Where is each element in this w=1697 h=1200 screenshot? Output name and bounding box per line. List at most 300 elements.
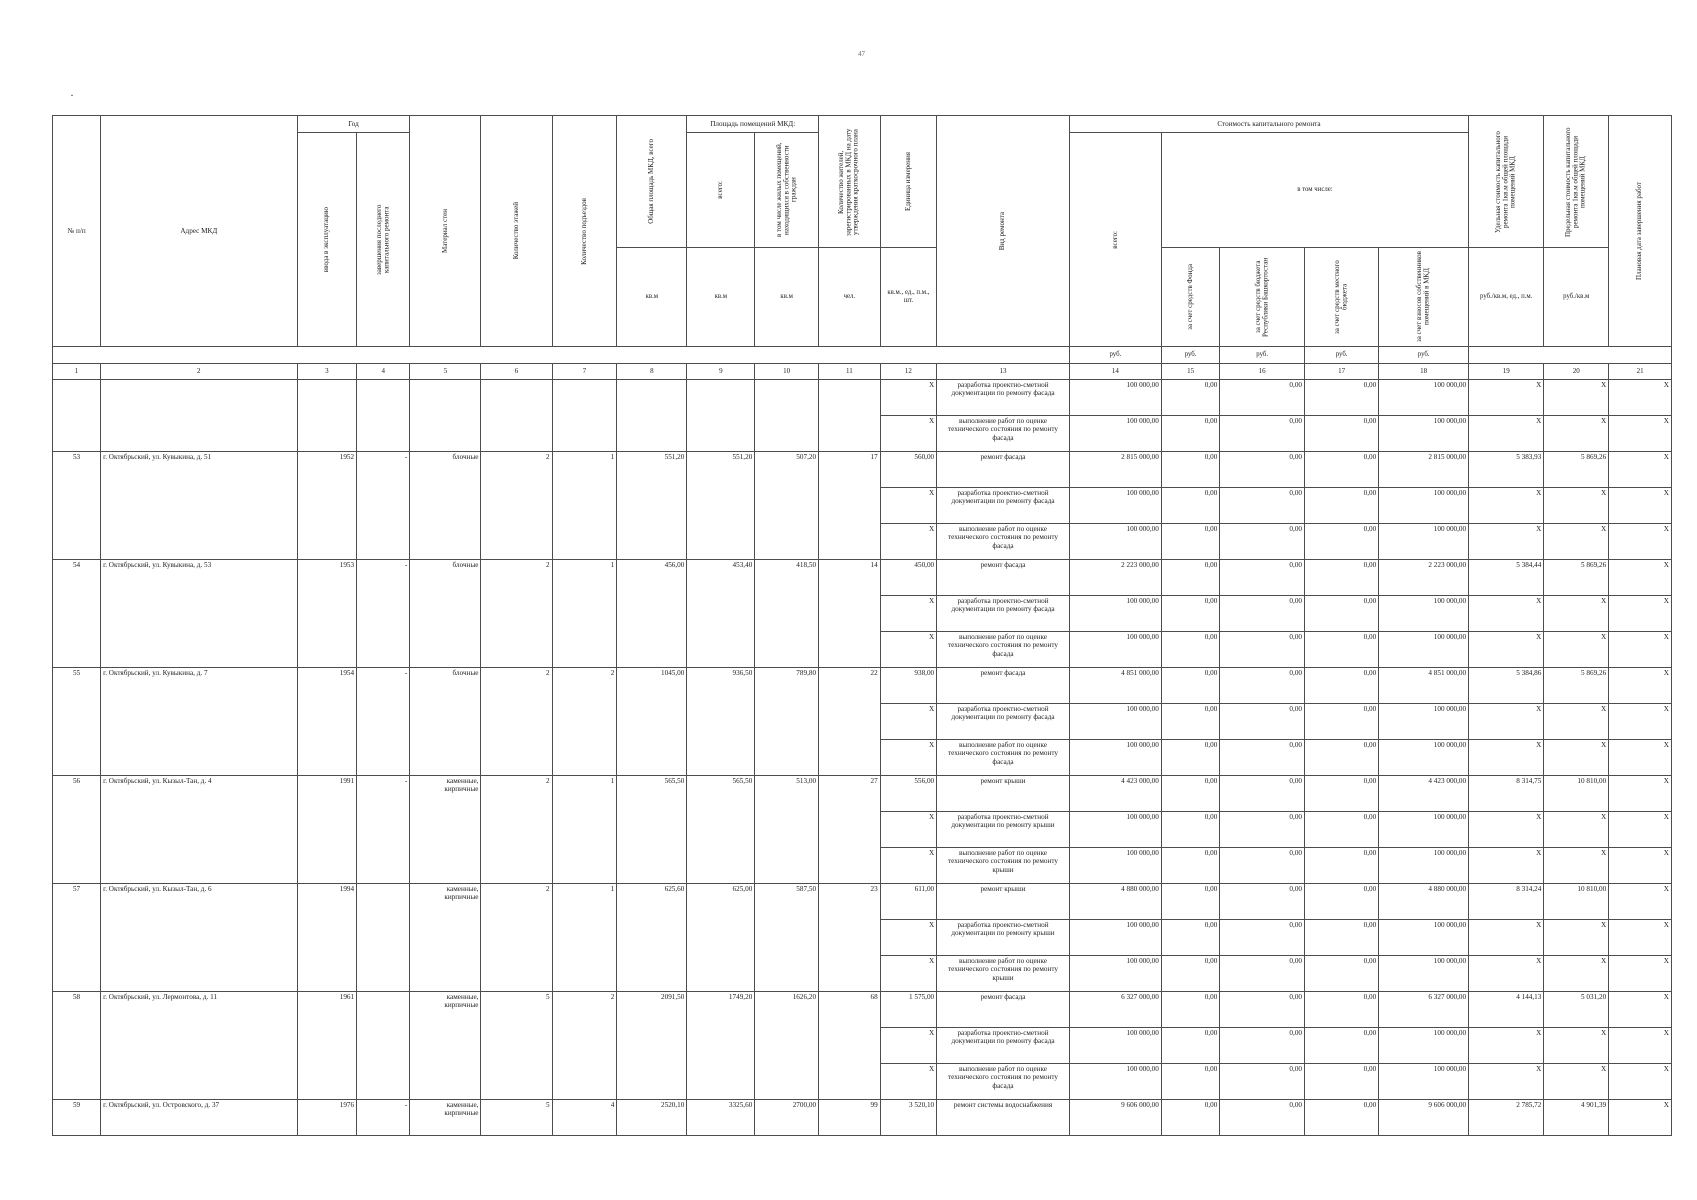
header-total-area: Общая площадь МКД, всего (617, 116, 687, 248)
cell-no (53, 488, 101, 524)
cell-date: X (1609, 488, 1672, 524)
unit-area: кв.м (687, 248, 755, 347)
cell-area-c (755, 812, 819, 848)
header-year-commissioning: ввода в эксплуатацию (297, 133, 357, 347)
cell-year (297, 524, 357, 560)
cell-material (410, 488, 481, 524)
cell-total: 2091,50 (617, 992, 687, 1028)
cell-date: X (1609, 380, 1672, 416)
cell-repair (357, 416, 410, 452)
cell-no: 56 (53, 776, 101, 812)
cell-cost: 100 000,00 (1069, 416, 1161, 452)
cell-total (617, 812, 687, 848)
cell-cost: 100 000,00 (1069, 848, 1161, 884)
cell-fund: 0,00 (1161, 524, 1220, 560)
cell-total (617, 380, 687, 416)
cell-rep: 0,00 (1220, 848, 1305, 884)
unit-area-contrib: кв.м (755, 248, 819, 347)
cell-res: 22 (819, 668, 881, 704)
header-deadline: Плановая дата завершения работ (1609, 116, 1672, 347)
cell-cost: 100 000,00 (1069, 920, 1161, 956)
cell-loc: 0,00 (1305, 848, 1379, 884)
cell-year: 1953 (297, 560, 357, 596)
cell-cost: 6 327 000,00 (1069, 992, 1161, 1028)
header-limit-cost: Предельная стоимость капитального ремонта 1кв.м общей площади помещений МКД (1544, 116, 1609, 248)
table-row (53, 668, 1672, 704)
cell-res (819, 416, 881, 452)
table-row (53, 1064, 1672, 1100)
cell-area: 551,20 (687, 452, 755, 488)
cell-rep: 0,00 (1220, 1028, 1305, 1064)
cell-repair (357, 1028, 410, 1064)
cell-ucost: X (1469, 848, 1544, 884)
cell-year: 1976 (297, 1100, 357, 1136)
cell-address (101, 1028, 297, 1064)
cell-res (819, 704, 881, 740)
cell-total (617, 416, 687, 452)
header-unit-cost: Удельная стоимость капитального ремонта 1кв.м общей площади помещений МКД (1469, 116, 1544, 248)
cell-lcost: 10 810,00 (1544, 776, 1609, 812)
cell-entr (552, 524, 617, 560)
cell-address (101, 380, 297, 416)
cell-fund: 0,00 (1161, 812, 1220, 848)
cell-material (410, 740, 481, 776)
header-material: Материал стен (410, 116, 481, 347)
cell-rep: 0,00 (1220, 668, 1305, 704)
cell-lcost: 5 031,20 (1544, 992, 1609, 1028)
cell-ucost: X (1469, 488, 1544, 524)
cell-no (53, 812, 101, 848)
cell-floors (481, 416, 552, 452)
cell-lcost: 4 901,39 (1544, 1100, 1609, 1136)
cell-repair (357, 740, 410, 776)
cell-loc: 0,00 (1305, 380, 1379, 416)
cell-no (53, 740, 101, 776)
cell-floors (481, 740, 552, 776)
cell-no (53, 524, 101, 560)
cell-year: 1991 (297, 776, 357, 812)
column-number: 15 (1161, 364, 1220, 380)
cell-year (297, 416, 357, 452)
table-row (53, 992, 1672, 1028)
cell-year (297, 848, 357, 884)
unit-residents: чел. (819, 248, 881, 347)
cell-own: 100 000,00 (1379, 956, 1469, 992)
table-row (53, 524, 1672, 560)
cell-floors: 2 (481, 560, 552, 596)
cell-entr (552, 416, 617, 452)
cell-unit: X (880, 956, 936, 992)
cell-year (297, 920, 357, 956)
cell-floors: 2 (481, 776, 552, 812)
cell-type: разработка проектно-сметной документации по ремонту фасада (937, 488, 1070, 524)
cell-type: ремонт фасада (937, 992, 1070, 1028)
cell-entr (552, 812, 617, 848)
cell-no (53, 1064, 101, 1100)
cell-date: X (1609, 1100, 1672, 1136)
cell-loc: 0,00 (1305, 812, 1379, 848)
cell-lcost: 5 869,26 (1544, 560, 1609, 596)
cell-date: X (1609, 452, 1672, 488)
cell-res (819, 956, 881, 992)
cell-no (53, 920, 101, 956)
cell-no (53, 704, 101, 740)
cell-floors (481, 1064, 552, 1100)
cell-total (617, 488, 687, 524)
cell-type: ремонт крыши (937, 884, 1070, 920)
cell-own: 100 000,00 (1379, 524, 1469, 560)
cell-cost: 4 880 000,00 (1069, 884, 1161, 920)
cell-ucost: X (1469, 632, 1544, 668)
unit-cost-local: руб. (1305, 347, 1379, 364)
cell-rep: 0,00 (1220, 884, 1305, 920)
cell-area-c (755, 632, 819, 668)
cell-address: г. Октябрьский, ул. Лермонтова, д. 11 (101, 992, 297, 1028)
cell-unit: 450,00 (880, 560, 936, 596)
cell-loc: 0,00 (1305, 1100, 1379, 1136)
cell-year (297, 596, 357, 632)
cell-type: выполнение работ по оценке технического состояния по ремонту фасада (937, 740, 1070, 776)
cell-floors (481, 380, 552, 416)
cell-material: блочные (410, 452, 481, 488)
cell-repair: - (357, 452, 410, 488)
cell-material: каменные, кирпичные (410, 776, 481, 812)
cell-total: 551,20 (617, 452, 687, 488)
cell-unit: X (880, 1028, 936, 1064)
cell-date: X (1609, 1064, 1672, 1100)
table-row (53, 1100, 1672, 1136)
cell-total (617, 740, 687, 776)
cell-total (617, 596, 687, 632)
cell-entr (552, 920, 617, 956)
cell-material (410, 1028, 481, 1064)
cell-unit: X (880, 848, 936, 884)
cell-unit: 611,00 (880, 884, 936, 920)
cell-year (297, 632, 357, 668)
cell-unit: X (880, 632, 936, 668)
cell-loc: 0,00 (1305, 776, 1379, 812)
cell-type: ремонт крыши (937, 776, 1070, 812)
cell-unit: X (880, 488, 936, 524)
cell-date: X (1609, 776, 1672, 812)
cell-rep: 0,00 (1220, 992, 1305, 1028)
cell-no: 58 (53, 992, 101, 1028)
cell-area (687, 488, 755, 524)
cell-entr: 1 (552, 452, 617, 488)
table-row (53, 416, 1672, 452)
cell-res: 23 (819, 884, 881, 920)
cell-year (297, 812, 357, 848)
column-number: 2 (101, 364, 297, 380)
cell-entr (552, 740, 617, 776)
cell-repair (357, 992, 410, 1028)
cell-ucost: X (1469, 740, 1544, 776)
cell-fund: 0,00 (1161, 416, 1220, 452)
cell-floors (481, 848, 552, 884)
cell-ucost: 8 314,24 (1469, 884, 1544, 920)
cell-area: 936,50 (687, 668, 755, 704)
cell-res: 17 (819, 452, 881, 488)
cell-date: X (1609, 848, 1672, 884)
cell-cost: 9 606 000,00 (1069, 1100, 1161, 1136)
cell-lcost: X (1544, 416, 1609, 452)
cell-rep: 0,00 (1220, 380, 1305, 416)
cell-year (297, 704, 357, 740)
cell-repair (357, 812, 410, 848)
cell-no (53, 380, 101, 416)
column-number: 4 (357, 364, 410, 380)
cell-loc: 0,00 (1305, 956, 1379, 992)
cell-entr (552, 848, 617, 884)
cell-rep: 0,00 (1220, 1064, 1305, 1100)
cell-repair (357, 704, 410, 740)
cell-area: 565,50 (687, 776, 755, 812)
cell-address (101, 416, 297, 452)
cell-fund: 0,00 (1161, 776, 1220, 812)
table-row (53, 812, 1672, 848)
cell-year: 1994 (297, 884, 357, 920)
cell-total: 1045,00 (617, 668, 687, 704)
cell-no (53, 632, 101, 668)
unit-measure: кв.м., ед., п.м., шт. (880, 248, 936, 347)
cell-area (687, 596, 755, 632)
column-number: 8 (617, 364, 687, 380)
cell-entr (552, 704, 617, 740)
unit-unit-cost: руб./кв.м, ед., п.м. (1469, 248, 1544, 347)
cell-own: 2 815 000,00 (1379, 452, 1469, 488)
cell-lcost: X (1544, 920, 1609, 956)
cell-no (53, 416, 101, 452)
cell-lcost: X (1544, 596, 1609, 632)
cell-no: 53 (53, 452, 101, 488)
cell-floors (481, 488, 552, 524)
cell-address: г. Октябрьский, ул. Кызыл-Тан, д. 6 (101, 884, 297, 920)
cell-total (617, 956, 687, 992)
cell-area-c: 1626,20 (755, 992, 819, 1028)
column-number: 17 (1305, 364, 1379, 380)
cell-type: разработка проектно-сметной документации по ремонту фасада (937, 596, 1070, 632)
cell-year (297, 956, 357, 992)
cell-address: г. Октябрьский, ул. Островского, д. 37 (101, 1100, 297, 1136)
table-row (53, 488, 1672, 524)
cell-floors: 2 (481, 884, 552, 920)
cell-year (297, 488, 357, 524)
cell-repair (357, 632, 410, 668)
cell-cost: 100 000,00 (1069, 956, 1161, 992)
column-number: 19 (1469, 364, 1544, 380)
cell-year: 1952 (297, 452, 357, 488)
cell-material (410, 920, 481, 956)
cell-total: 456,00 (617, 560, 687, 596)
cell-repair (357, 848, 410, 884)
cell-ucost: 5 383,93 (1469, 452, 1544, 488)
cell-loc: 0,00 (1305, 884, 1379, 920)
cell-entr (552, 1028, 617, 1064)
cell-area-c (755, 920, 819, 956)
cell-type: разработка проектно-сметной документации по ремонту фасада (937, 1028, 1070, 1064)
cell-fund: 0,00 (1161, 1100, 1220, 1136)
unit-limit-cost: руб./кв.м (1544, 248, 1609, 347)
cell-material: каменные, кирпичные (410, 1100, 481, 1136)
cell-material: каменные, кирпичные (410, 884, 481, 920)
cell-own: 4 423 000,00 (1379, 776, 1469, 812)
cell-fund: 0,00 (1161, 668, 1220, 704)
cell-own: 100 000,00 (1379, 812, 1469, 848)
header-year-repair: завершения последнего капитального ремонта (357, 133, 410, 347)
cell-own: 6 327 000,00 (1379, 992, 1469, 1028)
cell-floors (481, 596, 552, 632)
cell-floors (481, 704, 552, 740)
header-incl-group: в том числе: (1161, 133, 1468, 248)
cell-entr: 1 (552, 776, 617, 812)
cell-repair (357, 1064, 410, 1100)
cell-no (53, 848, 101, 884)
cell-ucost: X (1469, 524, 1544, 560)
cell-material (410, 956, 481, 992)
cell-rep: 0,00 (1220, 452, 1305, 488)
table-row (53, 740, 1672, 776)
cell-cost: 2 223 000,00 (1069, 560, 1161, 596)
cell-total (617, 1064, 687, 1100)
cell-address (101, 704, 297, 740)
cell-type: ремонт фасада (937, 452, 1070, 488)
cell-res (819, 812, 881, 848)
cell-loc: 0,00 (1305, 704, 1379, 740)
cell-fund: 0,00 (1161, 1028, 1220, 1064)
cell-no: 55 (53, 668, 101, 704)
cell-area (687, 848, 755, 884)
cell-own: 9 606 000,00 (1379, 1100, 1469, 1136)
cell-rep: 0,00 (1220, 560, 1305, 596)
cell-unit: 3 520,10 (880, 1100, 936, 1136)
cell-cost: 100 000,00 (1069, 488, 1161, 524)
cell-type: ремонт системы водоснабжения (937, 1100, 1070, 1136)
cell-material (410, 416, 481, 452)
cell-repair: - (357, 1100, 410, 1136)
unit-cost-republic: руб. (1220, 347, 1305, 364)
cell-cost: 100 000,00 (1069, 1028, 1161, 1064)
cell-repair (357, 524, 410, 560)
table-row (53, 776, 1672, 812)
cell-unit: X (880, 1064, 936, 1100)
cell-type: разработка проектно-сметной документации по ремонту фасада (937, 704, 1070, 740)
column-number: 6 (481, 364, 552, 380)
cell-cost: 100 000,00 (1069, 632, 1161, 668)
cell-area-c: 2700,00 (755, 1100, 819, 1136)
cell-total (617, 920, 687, 956)
cell-area (687, 1064, 755, 1100)
header-entrances: Количество подъездов (552, 116, 617, 347)
cell-unit: X (880, 740, 936, 776)
cell-area: 625,00 (687, 884, 755, 920)
cell-material (410, 812, 481, 848)
cell-address: г. Октябрьский, ул. Кызыл-Тан, д. 4 (101, 776, 297, 812)
cell-floors: 2 (481, 452, 552, 488)
cell-own: 100 000,00 (1379, 920, 1469, 956)
cell-area-c (755, 380, 819, 416)
cell-fund: 0,00 (1161, 992, 1220, 1028)
cell-area (687, 1028, 755, 1064)
cell-type: ремонт фасада (937, 560, 1070, 596)
cell-ucost: X (1469, 704, 1544, 740)
cell-lcost: X (1544, 956, 1609, 992)
cell-repair (357, 920, 410, 956)
column-number: 18 (1379, 364, 1469, 380)
cell-cost: 100 000,00 (1069, 380, 1161, 416)
column-number: 7 (552, 364, 617, 380)
cell-material (410, 848, 481, 884)
header-premises-group: Площадь помещений МКД: (687, 116, 819, 133)
cell-fund: 0,00 (1161, 704, 1220, 740)
cell-own: 100 000,00 (1379, 740, 1469, 776)
cell-floors: 5 (481, 992, 552, 1028)
cell-rep: 0,00 (1220, 524, 1305, 560)
cell-loc: 0,00 (1305, 740, 1379, 776)
cell-loc: 0,00 (1305, 920, 1379, 956)
cell-loc: 0,00 (1305, 416, 1379, 452)
column-number: 11 (819, 364, 881, 380)
cell-floors: 2 (481, 668, 552, 704)
cell-area: 1749,20 (687, 992, 755, 1028)
cell-loc: 0,00 (1305, 632, 1379, 668)
cell-own: 100 000,00 (1379, 488, 1469, 524)
cell-cost: 2 815 000,00 (1069, 452, 1161, 488)
cell-ucost: 5 384,44 (1469, 560, 1544, 596)
unit-total-area: кв.м (617, 248, 687, 347)
header-address: Адрес МКД (101, 116, 297, 347)
cell-material (410, 596, 481, 632)
cell-area: 453,40 (687, 560, 755, 596)
cell-address (101, 848, 297, 884)
header-no: № п/п (53, 116, 101, 347)
cell-lcost: X (1544, 632, 1609, 668)
cell-rep: 0,00 (1220, 632, 1305, 668)
cell-address (101, 524, 297, 560)
cell-lcost: X (1544, 740, 1609, 776)
cell-area (687, 524, 755, 560)
cell-no (53, 1028, 101, 1064)
cell-year (297, 380, 357, 416)
cell-area-c: 789,80 (755, 668, 819, 704)
unit-cost-owners: руб. (1379, 347, 1469, 364)
cell-loc: 0,00 (1305, 452, 1379, 488)
cell-address (101, 956, 297, 992)
cell-year (297, 1064, 357, 1100)
cell-rep: 0,00 (1220, 776, 1305, 812)
cell-area (687, 380, 755, 416)
cell-floors (481, 812, 552, 848)
cell-total: 625,60 (617, 884, 687, 920)
cell-area-c: 507,20 (755, 452, 819, 488)
cell-unit: 560,00 (880, 452, 936, 488)
cell-rep: 0,00 (1220, 416, 1305, 452)
cell-material: каменные, кирпичные (410, 992, 481, 1028)
cell-own: 4 880 000,00 (1379, 884, 1469, 920)
cell-type: выполнение работ по оценке технического состояния по ремонту фасада (937, 1064, 1070, 1100)
table-row (53, 920, 1672, 956)
column-number: 20 (1544, 364, 1609, 380)
cell-date: X (1609, 524, 1672, 560)
cell-res: 99 (819, 1100, 881, 1136)
cell-loc: 0,00 (1305, 596, 1379, 632)
table-row (53, 560, 1672, 596)
column-number: 13 (937, 364, 1070, 380)
cell-fund: 0,00 (1161, 1064, 1220, 1100)
cell-fund: 0,00 (1161, 632, 1220, 668)
cell-area-c (755, 1064, 819, 1100)
cell-type: разработка проектно-сметной документации по ремонту крыши (937, 920, 1070, 956)
cell-entr (552, 596, 617, 632)
